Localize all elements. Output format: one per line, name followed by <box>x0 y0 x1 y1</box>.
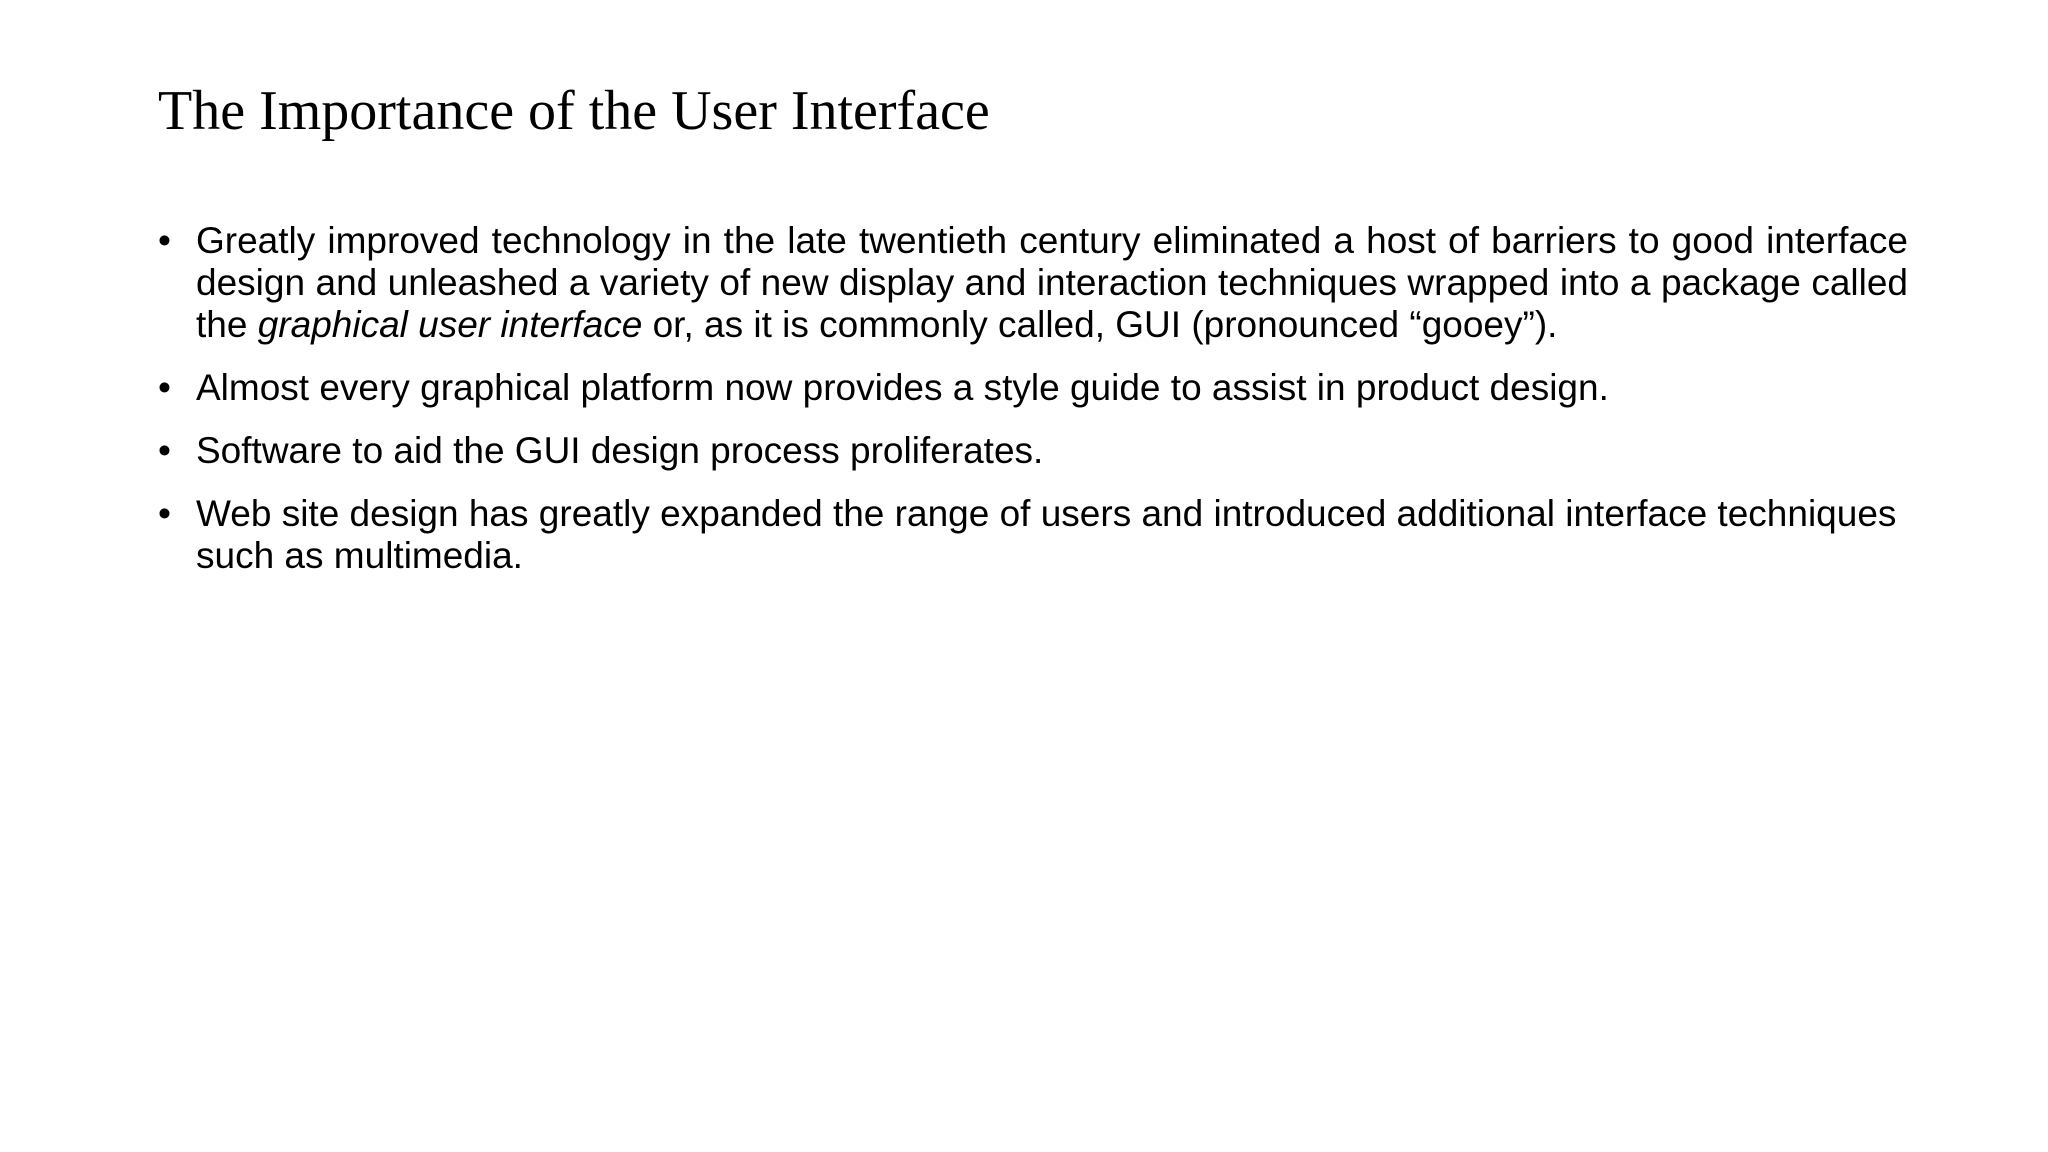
bullet-text: Software to aid the GUI design process proliferates. <box>196 430 1044 471</box>
slide-title: The Importance of the User Interface <box>158 80 990 142</box>
bullet-icon: • <box>158 430 171 471</box>
bullet-item-style-guide <box>158 367 1908 409</box>
bullet-list <box>158 220 1908 598</box>
bullet-text: Web site design has greatly expanded the range of users and introduced additional interface techniques such as multimedia. <box>196 493 1897 576</box>
bullet-item-gui-history <box>158 220 1908 346</box>
bullet-item-design-software <box>158 430 1908 472</box>
bullet-icon: • <box>158 220 171 261</box>
bullet-icon: • <box>158 493 171 534</box>
bullet-text: Greatly improved technology in the late twentieth century eliminated a host of barriers to good interface design and unleashed a variety of new display and interaction techniques wrapped into a package called the <box>196 220 1908 345</box>
emphasis-text: graphical user interface <box>257 304 643 345</box>
bullet-icon: • <box>158 367 171 408</box>
bullet-text: Almost every graphical platform now provides a style guide to assist in product design. <box>196 367 1609 408</box>
bullet-text-continued: or, as it is commonly called, GUI (pronounced “gooey”). <box>642 304 1558 345</box>
bullet-item-web-design <box>158 493 1908 577</box>
